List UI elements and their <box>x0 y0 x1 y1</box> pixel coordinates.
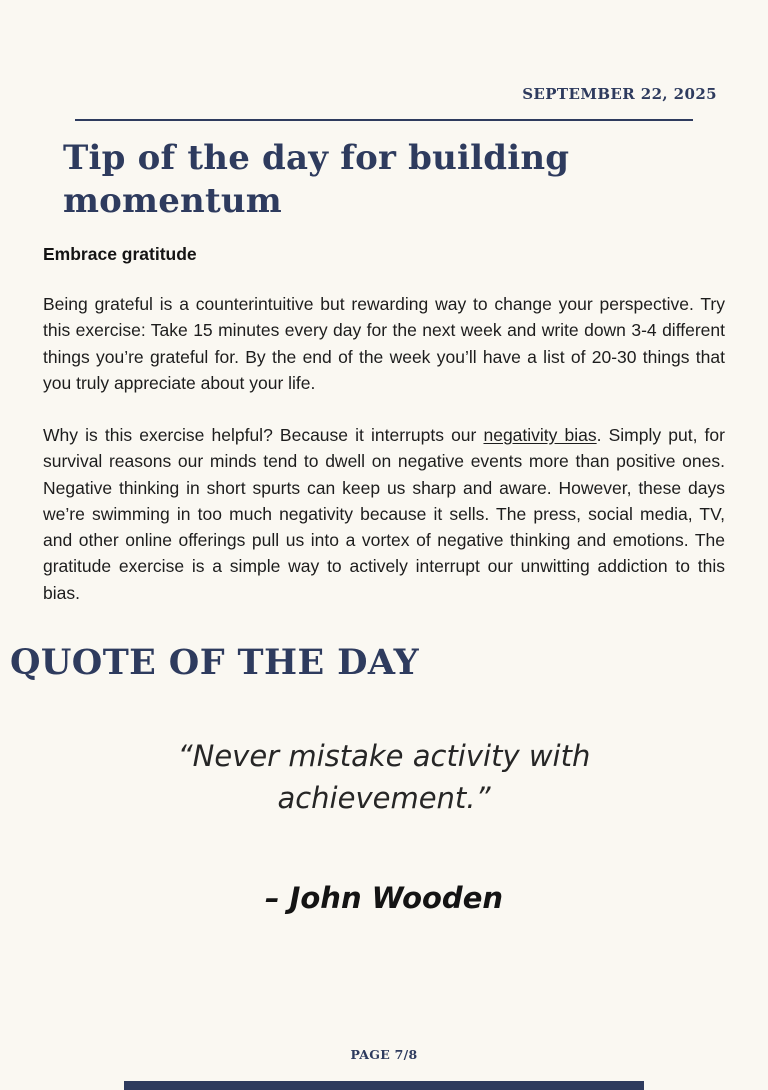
quote-section-title: QUOTE OF THE DAY <box>10 641 420 683</box>
tip-paragraph-2-end: . Simply put, for survival reasons our minds tend to dwell on negative events more than positive ones. Negative thinking in short spurts can keep us sharp and aware. However, these days we’re swimming in too much negativity because it sells. The press, social media, TV, and other online offerings pull us into a vortex of negative thinking and emotions. The gratitude exercise is a simple way to actively interrupt our unwitting addiction to this bias. <box>43 425 725 603</box>
tip-paragraph-2-start: Why is this exercise helpful? Because it interrupts our <box>43 425 484 445</box>
header-divider <box>75 119 693 121</box>
quote-text: “Never mistake activity with achievement.” <box>177 738 591 815</box>
tip-subheading: Embrace gratitude <box>43 244 197 264</box>
bottom-accent-bar <box>124 1081 644 1090</box>
page-number-label: PAGE 7/8 <box>350 1047 418 1062</box>
quote-attribution: – John Wooden <box>264 880 504 915</box>
negativity-bias-underlined-text: negativity bias <box>483 425 597 445</box>
tip-paragraph-1: Being grateful is a counterintuitive but rewarding way to change your perspective. Try this exercise: Take 15 minutes every day for the next week and write down 3-4 different things you’re grateful for. By the end of the week you’ll have a list of 20-30 things that you truly appreciate about your life. <box>43 294 725 393</box>
page-title: Tip of the day for building momentum <box>63 138 570 221</box>
tip-paragraph-2 <box>43 422 725 606</box>
date-heading: SEPTEMBER 22, 2025 <box>522 85 717 103</box>
